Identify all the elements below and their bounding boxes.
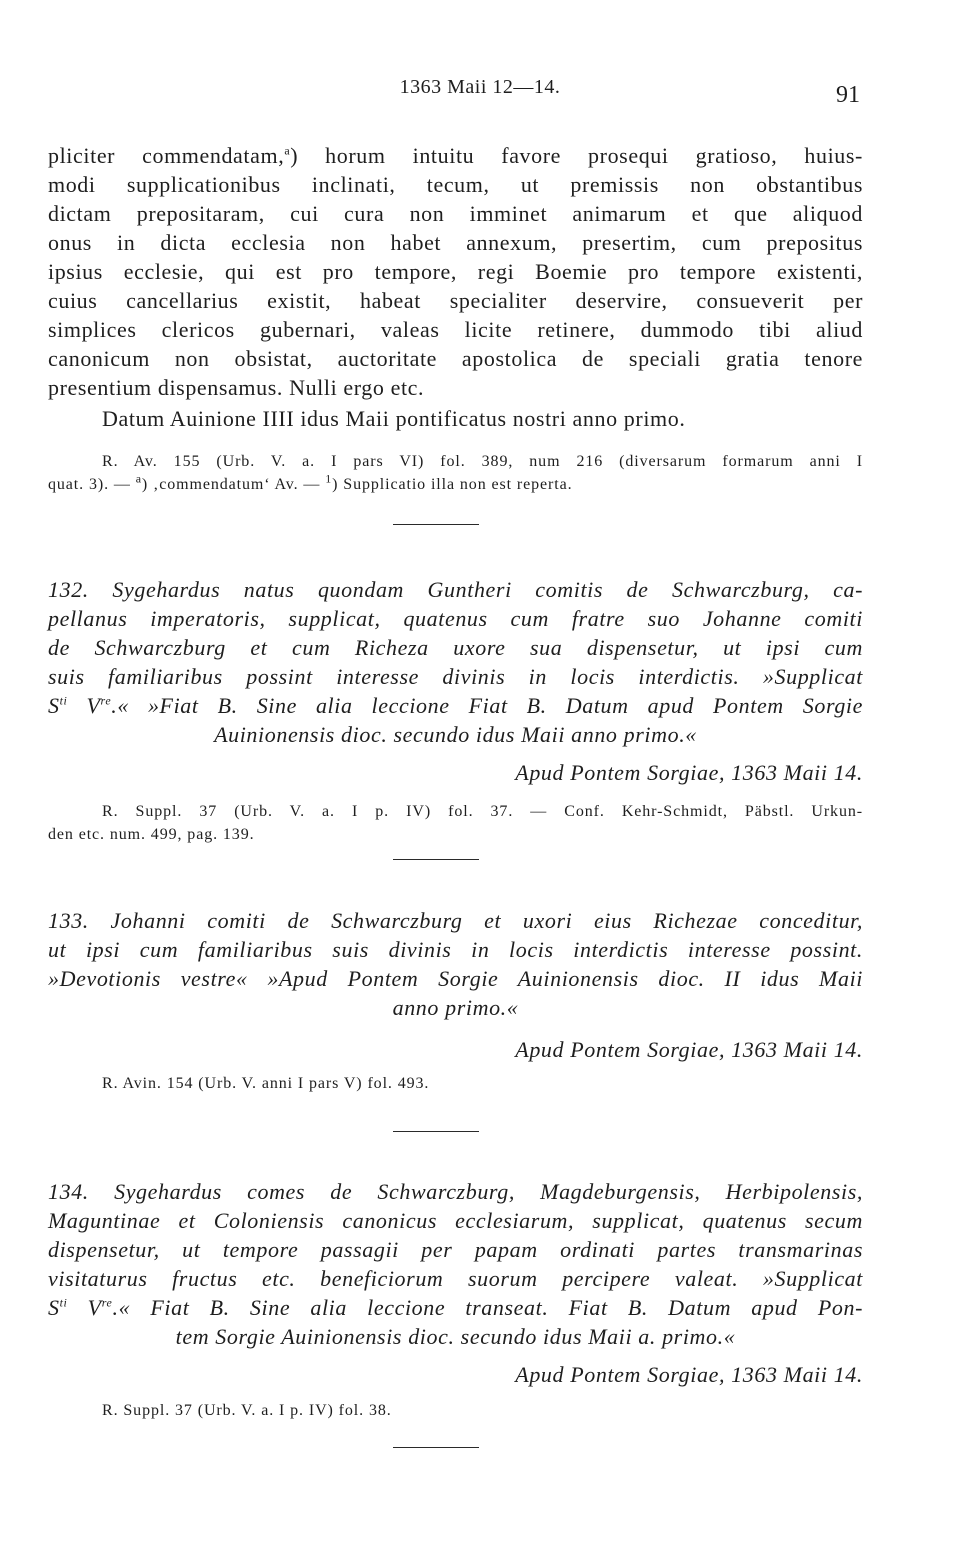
entry-summary-line: Maguntinae et Coloniensis canonicus ecclesiarum, supplicat, quatenus secum [48,1208,863,1233]
source-line: den etc. num. 499, pag. 139. [48,826,255,843]
entry-summary-line: tem Sorgie Auinionensis dioc. secundo idus Maii a. primo.« [175,1324,736,1349]
entry-summary-line: suis familiaribus possint interesse divinis in locis interdictis. »Supplicat [48,664,863,689]
text-line: modi supplicationibus inclinati, tecum, ut premissis non obstantibus [48,172,863,197]
entry-summary-line: de Schwarczburg et cum Richeza uxore sua dispensetur, ut ipsi cum [48,635,863,660]
entry-summary-line: Auinionensis dioc. secundo idus Maii anno primo.« [214,722,697,747]
text-line: cuius cancellarius existit, habeat specialiter deservire, consueverit per [48,288,863,313]
datum-line: Datum Auinione IIII idus Maii pontificatus nostri anno primo. [102,406,686,431]
entry-summary-line: 133. Johanni comiti de Schwarczburg et uxori eius Richezae conceditur, [48,908,863,933]
text-line: onus in dicta ecclesia non habet annexum, presertim, cum prepositus [48,230,863,255]
separator-rule [393,859,479,860]
entry-summary-line: 134. Sygehardus comes de Schwarczburg, Magdeburgensis, Herbipolensis, [48,1179,863,1204]
source-line: R. Avin. 154 (Urb. V. anni I pars V) fol. 493. [102,1075,430,1092]
entry-summary-line: dispensetur, ut tempore passagii per papam ordinati partes transmarinas [48,1237,863,1262]
footnote-marker: a [284,143,291,158]
place-date-line: Apud Pontem Sorgiae, 1363 Maii 14. [515,1037,863,1062]
source-note [48,450,863,496]
text-line: ipsius ecclesie, qui est pro tempore, regi Boemie pro tempore existenti, [48,259,863,284]
text-line: dictam prepositaram, cui cura non imminet animarum et que aliquod [48,201,863,226]
running-head-date: 1363 Maii 12—14. [399,76,561,98]
source-line: R. Suppl. 37 (Urb. V. a. I p. IV) fol. 38. [102,1402,392,1419]
entry-number: 133. [48,908,89,933]
entry-number: 134. [48,1179,89,1204]
place-date-line: Apud Pontem Sorgiae, 1363 Maii 14. [515,760,863,785]
entry-134-source [48,1399,863,1422]
entry-summary-line: $S^{ti}$ Vre.« »Fiat B. Sine alia leccione Fiat B. Datum apud Pontem Sorgie [48,693,863,718]
continuation-text [48,141,863,433]
source-line: R. Suppl. 37 (Urb. V. a. I p. IV) fol. 37. — Conf. Kehr-Schmidt, Päbstl. Urkun- [102,803,863,820]
entry-133-source [48,1072,863,1095]
entry-summary-line: 132. Sygehardus natus quondam Guntheri comitis de Schwarczburg, ca- [48,577,863,602]
place-date-line: Apud Pontem Sorgiae, 1363 Maii 14. [515,1362,863,1387]
source-line: quat. 3). — $^a$) ‚commendatum‘ Av. — $^1$) Supplicatio illa non est reperta. [48,471,573,493]
source-line: R. Av. 155 (Urb. V. a. I pars VI) fol. 389, num 216 (diversarum formarum anni I [102,453,863,470]
entry-summary-line: pellanus imperatoris, supplicat, quatenus cum fratre suo Johanne comiti [48,606,863,631]
entry-134 [48,1177,863,1389]
text-line: simplices clericos gubernari, valeas licite retinere, dummodo tibi aliud [48,317,863,342]
separator-rule [393,1447,479,1448]
text-line: presentium dispensamus. Nulli ergo etc. [48,375,425,400]
entry-summary-line: $S^{ti}$ Vre.« Fiat B. Sine alia leccione transeat. Fiat B. Datum apud Pon- [48,1295,863,1320]
separator-rule [393,524,479,525]
text-line: pliciter commendatam,$^a$) horum intuitu favore prosequi gratioso, huius- [48,143,863,168]
entry-133 [48,906,863,1064]
entry-summary-line: anno primo.« [392,995,519,1020]
text-line: canonicum non obsistat, auctoritate apostolica de speciali gratia tenore [48,346,863,371]
entry-summary-line: ut ipsi cum familiaribus suis divinis in locis interdictis interesse possint. [48,937,863,962]
entry-number: 132. [48,577,89,602]
page-number: 91 [836,82,860,108]
entry-132-source [48,800,863,846]
separator-rule [393,1131,479,1132]
entry-132 [48,575,863,787]
entry-summary-line: »Devotionis vestre« »Apud Pontem Sorgie Auinionensis dioc. II idus Maii [48,966,863,991]
entry-summary-line: visitaturus fructus etc. beneficiorum suorum percipere valeat. »Supplicat [48,1266,863,1291]
